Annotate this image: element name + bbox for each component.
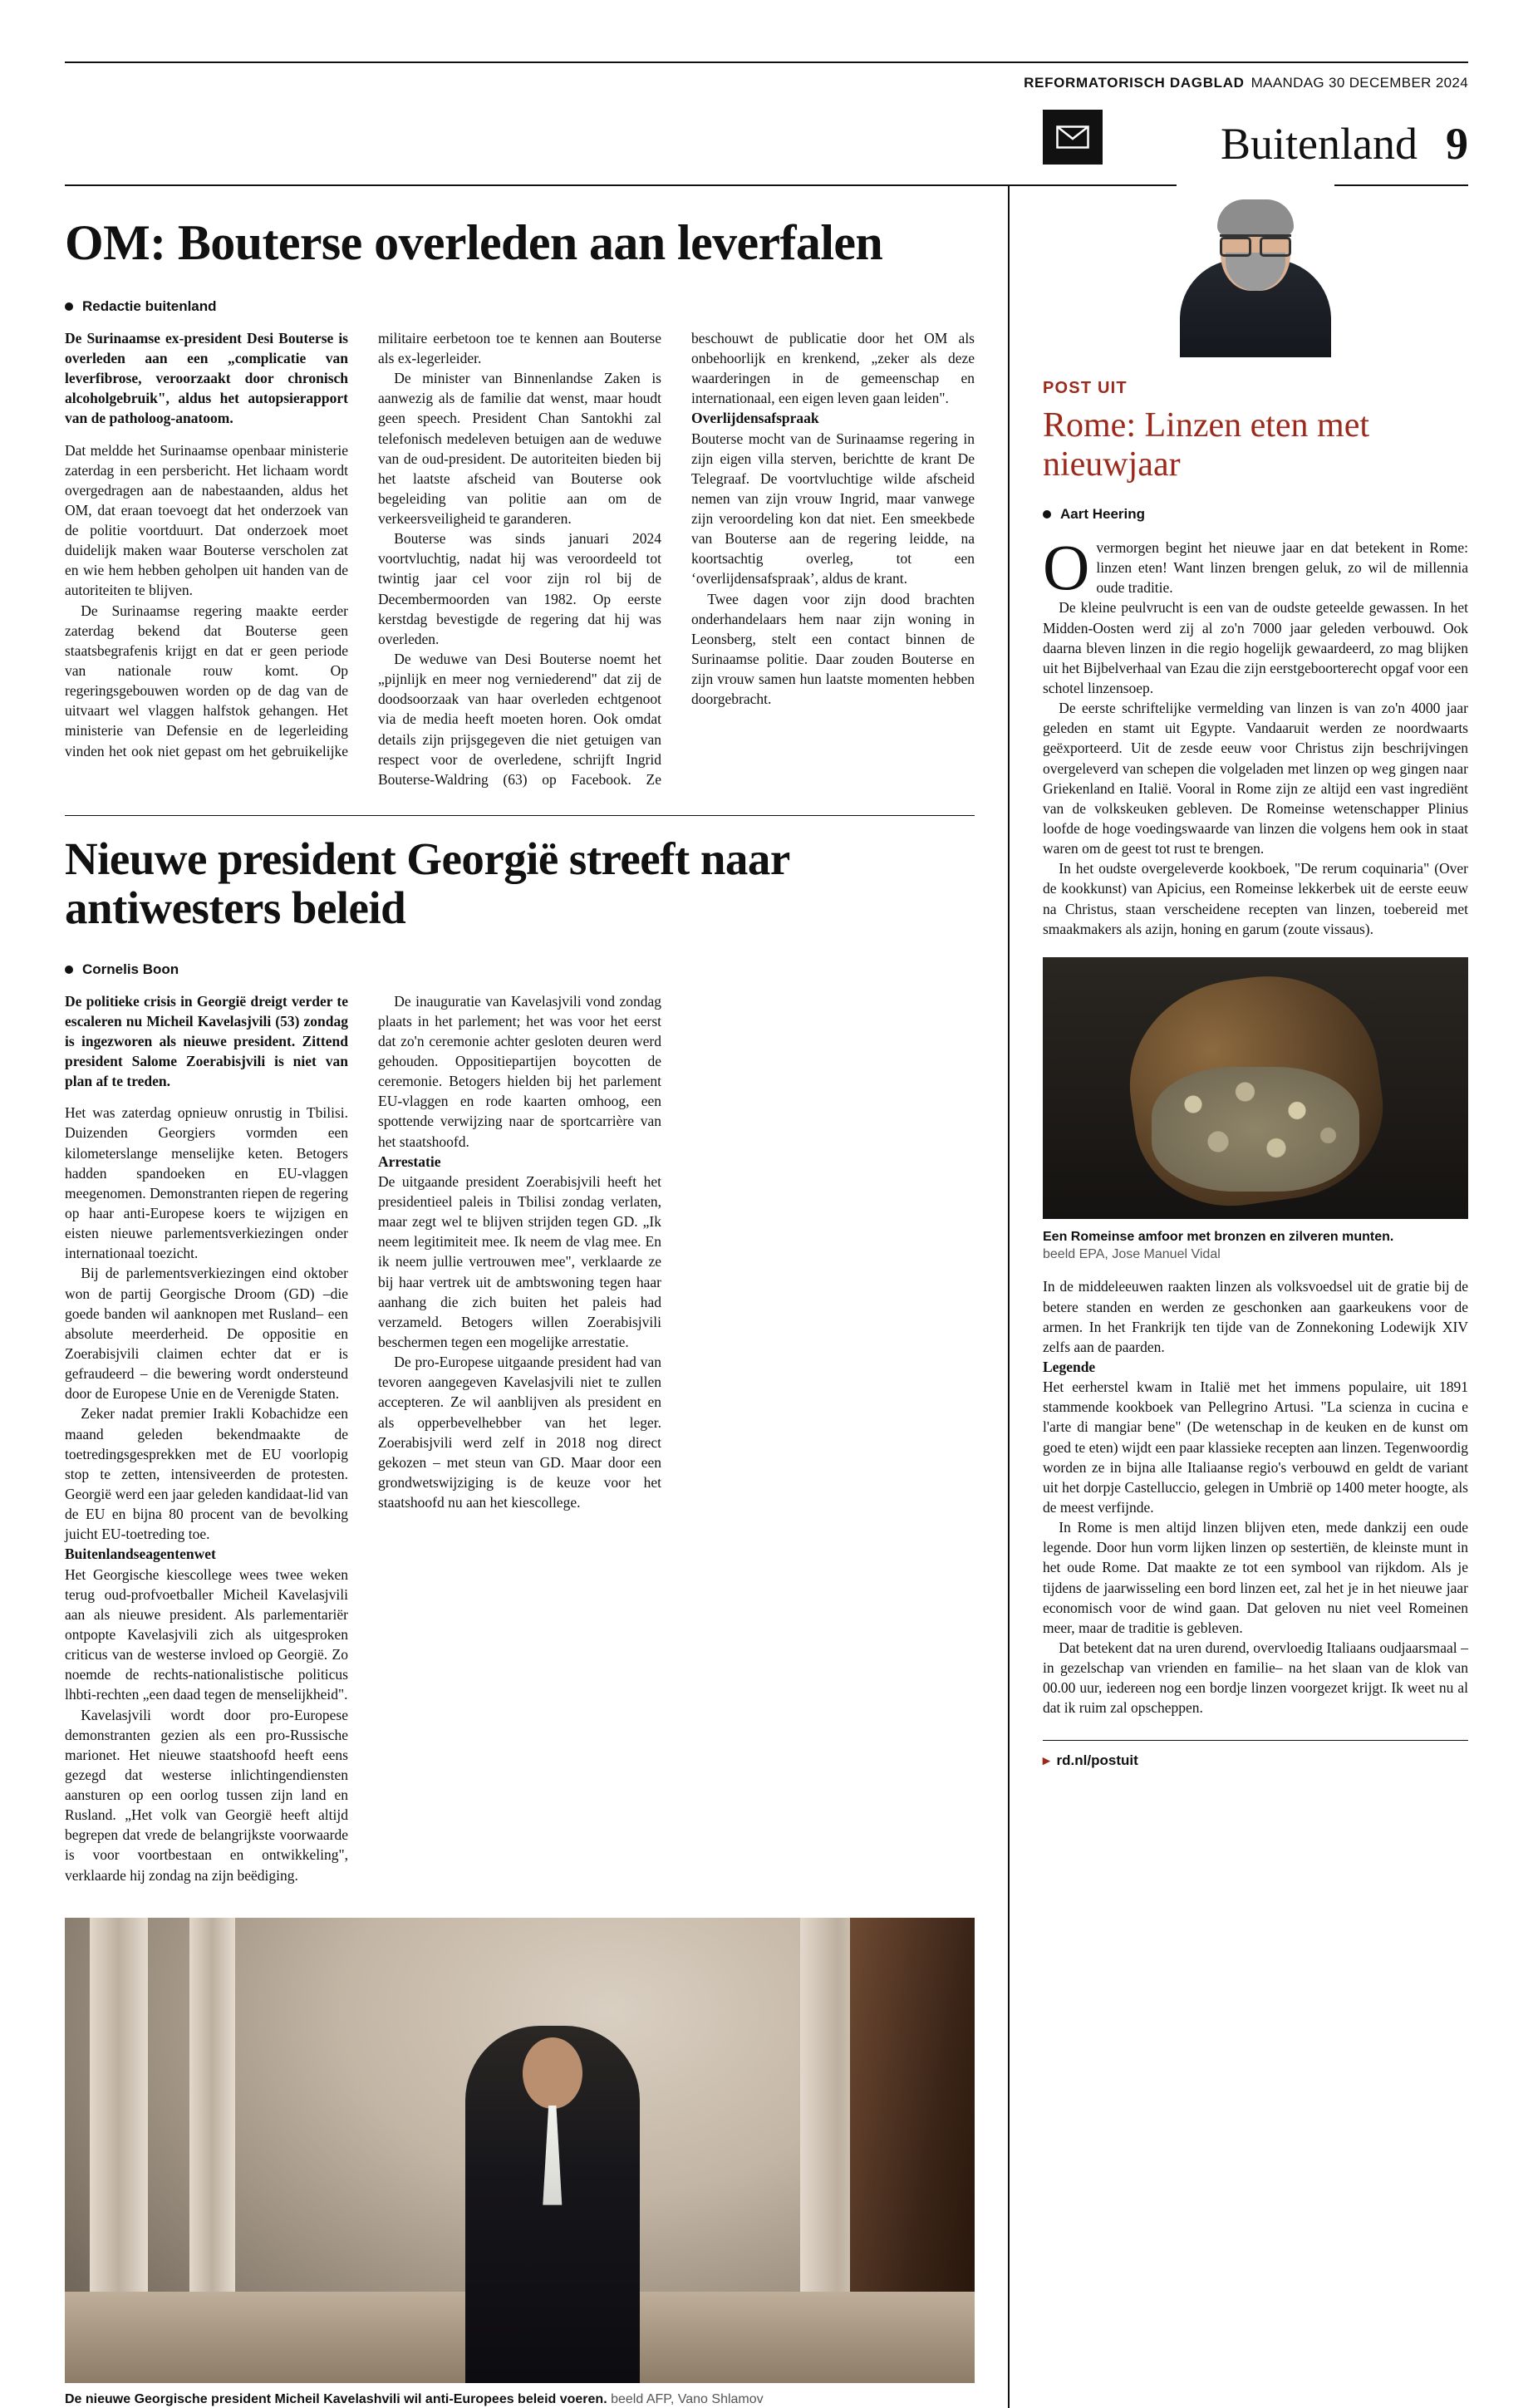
more-link-text: rd.nl/postuit xyxy=(1056,1752,1138,1768)
left-column xyxy=(65,186,1008,2408)
column-first-paragraph-text: vermorgen begint het nieuwe jaar en dat betekent in Rome: linzen eten! Want linzen brengen geluk, zo wil de millennia oude traditie. xyxy=(1096,539,1468,597)
paragraph: Het eerherstel kwam in Italië met het immens populaire, uit 1891 stammende kookboek van Pellegrino Artusi. "La scienza in cucina e l'arte di mangiar bene" (De wetenschap in de keuken en de kunst om goed te eten) wijdt een paar klassieke recepten aan linzen. Tegenwoordig worden ze in bijna alle Italiaanse regio's verbouwd en geldt de variant uit het dorpje Castelluccio, gelegen in Umbrië op 1400 meter hoogte, als de meest verfijnde. xyxy=(1043,1378,1468,1516)
mail-icon xyxy=(1043,110,1103,165)
article-bouterse-byline xyxy=(65,298,975,315)
masthead xyxy=(65,61,1468,91)
paragraph: De weduwe van Desi Bouterse noemt het „pijnlijk en meer nog verniederend" dat zij de doodsoorzaak van haar overleden echtgenoot via de media heeft moeten horen. Ook omdat details zijn prijsgegeven die niet getuigen van respect voor de overledene, schrijft Ingrid Bouterse-Waldring (63) op Facebook. Ze beschouwt de publicatie door het OM als onbehoorlijk en krenkend, „zeker als deze waarderingen in de gemeenschap en internationaal, een eigen leven gaan leiden". xyxy=(378,329,975,788)
subhead: Buitenlandseagentenwet xyxy=(65,1546,216,1563)
photo-amphora xyxy=(1043,957,1468,1219)
subhead: Legende xyxy=(1043,1359,1096,1376)
portrait-hair xyxy=(1217,199,1294,236)
paragraph: Bouterse was sinds januari 2024 voortvluchtig, nadat hij was veroordeeld tot twintig jaar cel voor zijn rol bij de Decembermoorden van 1982. Op eerste kerstdag bevestigde de regering dat hij was overleden. xyxy=(378,530,661,647)
article-bouterse-body xyxy=(65,328,975,794)
column-end-divider xyxy=(1043,1740,1468,1769)
photo-kavelashvili xyxy=(65,1918,975,2383)
article-georgie xyxy=(65,834,975,2408)
paragraph: Kavelasjvili wordt door pro-Europese demonstranten gezien als een pro-Russische marionet. Het nieuwe staatshoofd heeft eens gezegd dat westerse inlichtingendiensten aansturen op een oorlog tussen zijn land en Rusland. „Het volk van Georgië heeft altijd begrepen dat vrede de belangrijkste voorwaarde is voor voortbestaan en ontwikkeling", verklaarde hij zondag na zijn beëdiging. xyxy=(65,1706,348,1884)
bullet-icon xyxy=(65,966,73,974)
amphora-caption xyxy=(1043,1229,1468,1264)
lead-paragraph: De Surinaamse ex-president Desi Bouterse is overleden aan een „complicatie van leverfibrose, veroorzaakt door chronisch alcoholgebruik", aldus het autopsierapport van de patholoog-anatoom. xyxy=(65,329,348,427)
triangle-right-icon: ▸ xyxy=(1043,1752,1050,1768)
masthead-brand: REFORMATORISCH DAGBLAD xyxy=(1024,75,1245,91)
column-first-paragraph xyxy=(1043,531,1468,604)
lead-paragraph: De politieke crisis in Georgië dreigt verder te escaleren nu Micheil Kavelasjvili (53) zondag is ingezworen als nieuwe president. Zittend president Salome Zoerabisjvili is niet van plan af te treden. xyxy=(65,992,348,1090)
section-title: Buitenland xyxy=(1221,119,1418,169)
newspaper-page xyxy=(0,61,1533,2408)
paragraph: In het oudste overgeleverde kookboek, "De rerum coquinaria" (Over de kookkunst) van Apicius, een Romeinse lekkerbek uit de eerste eeuw na Christus, staan verscheidene recepten van linzen, toebereid met smaakmakers als azijn, honing en garum (zoute vissaus). xyxy=(1043,860,1468,937)
paragraph: De eerste schriftelijke vermelding van linzen is van zo'n 4000 jaar geleden en stamt uit Egypte. Vandaaruit werden ze noordwaarts geëxporteerd. Uit de zesde eeuw voor Christus zijn beschrijvingen overgeleverd van schepen die volgeladen met linzen op weg gingen naar Griekenland en Italië. Vooral in Rome zijn ze altijd een vast ingrediënt van de volkskeuken gebleven. De Romeinse wetenschapper Plinius loofde de hoge voedingswaarde van linzen die volgens hem ook in staat waren om de geest tot rust te brengen. xyxy=(1043,700,1468,858)
column-more-link[interactable] xyxy=(1043,1752,1468,1769)
paragraph: Dat betekent dat na uren durend, overvloedig Italiaans oudjaarsmaal –in gezelschap van vrienden en familie– na het slaan van de klok van 00.00 uur, iedereen nog een bordje linzen voorgezet krijgt. Ik weet nu al dat ik ruim zal opscheppen. xyxy=(1043,1639,1468,1717)
section-header xyxy=(65,121,1468,184)
subhead: Overlijdensafspraak xyxy=(691,410,819,427)
paragraph: Bij de parlementsverkiezingen eind oktober won de partij Georgische Droom (GD) –die goede banden wil aanknopen met Rusland– een absolute meerderheid. De oppositie en Zoerabisjvili claimen echter dat er is gefraudeerd – die bewering wordt ondersteund door de Europese Unie en de Verenigde Staten. xyxy=(65,1265,348,1403)
right-column xyxy=(1010,186,1468,2408)
amphora-coins xyxy=(1152,1067,1359,1192)
paragraph: De kleine peulvrucht is een van de oudste geteelde gewassen. In het Midden-Oosten werd zij al zo'n 7000 jaar geleden verbouwd. Ook daarna bleven linzen in die regio hogelijk gewaardeerd, zo mag blijken uit het Bijbelverhaal van Ezau die zijn eerstgeboorterecht opgaf voor een schotel linzensoep. xyxy=(1043,599,1468,697)
paragraph: De Surinaamse regering maakte eerder zaterdag bekend dat Bouterse geen staatsbegrafenis krijgt en dat er geen periode van nationale rouw komt. Op regeringsgebouwen worden op de dag van de uitvaart wel vlaggen halfstok gehangen. Het ministerie van Defensie en de legerleiding vinden het ook niet gepast om het gebruikelijke militaire eerbetoon toe te kennen aan Bouterse als ex-legerleider. xyxy=(65,329,661,759)
photo-caption-text: De nieuwe Georgische president Micheil Kavelashvili wil anti-Europees beleid voeren. xyxy=(65,2391,607,2406)
article-georgie-byline xyxy=(65,961,975,978)
paragraph: In de middeleeuwen raakten linzen als volksvoedsel uit de gratie bij de betere standen en werden ze geschonken aan gaarkeukens voor de armen. In het Frankrijk ten tijde van de Zonnekoning Lodewijk XIV zelfs aan de paarden. xyxy=(1043,1278,1468,1355)
page-grid xyxy=(65,186,1468,2408)
article-georgie-headline: Nieuwe president Georgië streeft naar antiwesters beleid xyxy=(65,833,789,934)
article-bouterse-headline: OM: Bouterse overleden aan leverfalen xyxy=(65,215,883,270)
article-georgie-photo-wrap xyxy=(65,1918,975,2408)
paragraph: De pro-Europese uitgaande president had van tevoren aangegeven Kavelasjvili niet te zullen accepteren. Ze wil aanblijven als president en als opperbevelhebber van het leger. Zoerabisjvili werd zelf in 2018 nog direct gekozen – met steun van GD. Maar door een grondwetswijziging is de keuze voor het staatshoofd nu aan het kiescollege. xyxy=(378,1354,661,1511)
byline-text: Aart Heering xyxy=(1060,506,1146,523)
glasses-icon xyxy=(1220,234,1291,249)
subhead: Arrestatie xyxy=(378,1152,441,1170)
masthead-date: MAANDAG 30 DECEMBER 2024 xyxy=(1250,75,1468,91)
photo-credit: beeld AFP, Vano Shlamov xyxy=(611,2391,764,2406)
article-bouterse xyxy=(65,216,975,816)
amphora-credit: beeld EPA, Jose Manuel Vidal xyxy=(1043,1246,1221,1261)
page-number: 9 xyxy=(1446,119,1468,169)
paragraph: De minister van Binnenlandse Zaken is aanwezig als de familie dat wenst, maar houdt geen speech. President Chan Santokhi zal telefonisch medeleven betuigen aan de weduwe van de oud-president. De autoriteiten bieden bij het laatste afscheid van Bouterse ook begeleiding van politie aan om de verkeersveiligheid te garanderen. xyxy=(378,370,661,528)
byline-text: Redactie buitenland xyxy=(82,297,217,314)
photo-person-head xyxy=(523,2037,582,2109)
bullet-icon xyxy=(65,302,73,311)
byline-text: Cornelis Boon xyxy=(82,961,179,977)
dropcap: O xyxy=(1043,531,1090,604)
amphora-caption-text: Een Romeinse amfoor met bronzen en zilveren munten. xyxy=(1043,1229,1394,1244)
paragraph: Zeker nadat premier Irakli Kobachidze een maand geleden bekendmaakte de toetredingsgesprekken met de EU voorlopig stop te zetten, intensiveerden de protesten. Georgië werd een jaar geleden kandidaat-lid van de EU en bijna 80 procent van de bevolking juicht EU-toetreding toe. xyxy=(65,1405,348,1543)
bullet-icon xyxy=(1043,510,1051,518)
photo-caption xyxy=(65,2391,975,2408)
paragraph: Dat meldde het Surinaamse openbaar ministerie zaterdag in een persbericht. Het lichaam wordt overgedragen aan de nabestaanden, aldus het OM, dat eraan toevoegt dat het onderzoek van de politie voortduurt. Dat onderzoek moet duidelijk maken waar Bouterse verscholen zat en wie hem hebben geholpen uit handen van de autoriteiten te blijven. xyxy=(65,441,348,599)
column-kicker: POST UIT xyxy=(1043,379,1128,397)
paragraph: De uitgaande president Zoerabisjvili heeft het presidentieel paleis in Tbilisi zondag verlaten, maar zegt wel te blijven strijden tegen GD. „Ik neem legitimiteit mee. Ik neem de vlag mee. En ik neem jullie vertrouwen mee", verklaarde ze bij haar vertrek uit de ambtswoning tegen haar aanhang die zich buiten het paleis had verzameld. Betogers willen Zoerabisjvili beschermen tegen een mogelijke arrestatie. xyxy=(378,1172,661,1350)
paragraph: Het was zaterdag opnieuw onrustig in Tbilisi. Duizenden Georgiers vormden een kilometerslange menselijke keten. Betogers hadden spandoeken en EU-vlaggen meegenomen. Demonstranten riepen de regering op haar anti-Europese koers te wijzigen en eisten nieuwe parlementsverkiezingen onder internationaal toezicht. xyxy=(65,1104,348,1262)
photo-person-shirt xyxy=(533,2106,572,2205)
article-georgie-body xyxy=(65,991,975,1909)
photo-person xyxy=(465,2026,640,2383)
paragraph: Het Georgische kiescollege wees twee weken terug oud-profvoetballer Micheil Kavelasjvili aan als nieuwe president. Als parlementariër ontpopte Kavelasjvili zich als uitgesproken criticus van de westerse invloed op Georgië. Zo noemde de rechts-nationalistische politicus lhbti-rechten „een daad tegen de menselijkheid". xyxy=(65,1565,348,1703)
column-title: Rome: Linzen eten met nieuwjaar xyxy=(1043,406,1370,484)
paragraph: In Rome is men altijd linzen blijven eten, mede dankzij een oude legende. Door hun vorm lijken linzen op sestertiën, de kleinste munt in het oude Rome. Dat maakte ze tot een symbool van rijkdom. Als je tijdens de jaarwisseling een bord linzen eet, zal het je in het nieuwe jaar economisch voor de wind gaan. Dat geloven nu niet veel Romeinen meer, maar de traditie is gebleven. xyxy=(1043,1519,1468,1636)
column-byline xyxy=(1043,506,1468,523)
paragraph: De inauguratie van Kavelasjvili vond zondag plaats in het parlement; het was voor het eerst dat zo'n ceremonie achter gesloten deuren werd gehouden. Oppositiepartijen boycotten de ceremonie. Betogers hielden bij het parlement EU-vlaggen en rode kaarten omhoog, een spottende verwijzing naar de sportcarrière van het staatshoofd. xyxy=(378,992,661,1150)
column-body xyxy=(1043,531,1468,1718)
article-divider xyxy=(65,815,975,816)
paragraph: Bouterse mocht van de Surinaamse regering in zijn eigen villa sterven, berichtte de krant De Telegraaf. De voortvluchtige wilde afscheid nemen van zijn vrouw Ingrid, maar vanwege zijn veroordeling kon dat niet. Een smeekbede van Bouterse aan de regering leidde, na koortsachtig overleg, tot een ‘overlijdensafspraak’, aldus de krant. xyxy=(691,430,975,587)
columnist-portrait xyxy=(1177,183,1334,357)
paragraph: Twee dagen voor zijn dood brachten onderhandelaars hem naar zijn woning in Leonsberg, stelt een contact binnen de Surinaamse politie. Daar zouden Bouterse en zijn vrouw samen hun laatste momenten hebben doorgebracht. xyxy=(691,590,975,708)
